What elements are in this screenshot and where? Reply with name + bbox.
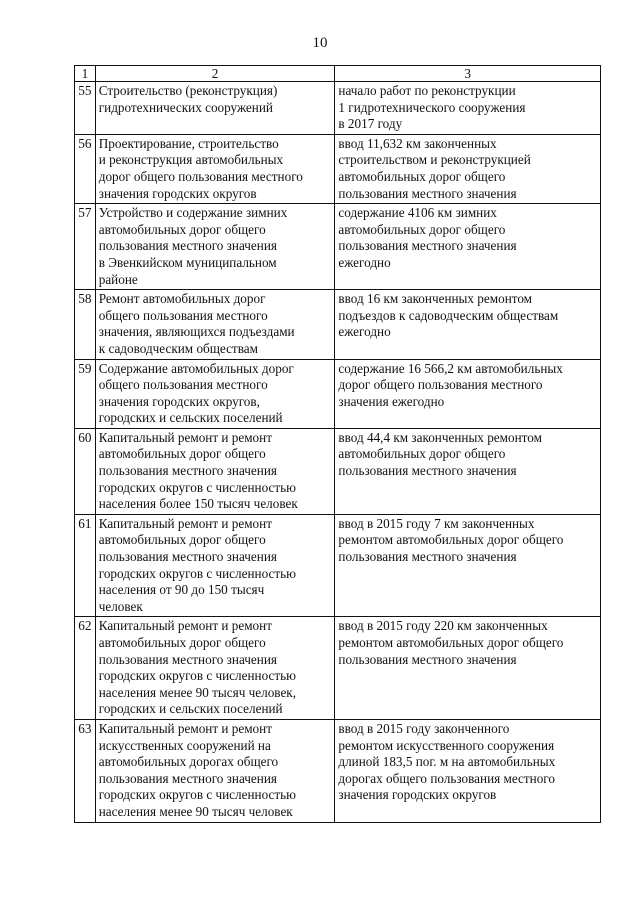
program-table	[74, 65, 601, 823]
activity-cell: Капитальный ремонт и ремонт автомобильных дорог общего пользования местного значения городских округов с численностью населения менее 90 тысяч человек, городских и сельских поселений	[95, 617, 335, 720]
row-number: 63	[75, 719, 96, 822]
result-cell: начало работ по реконструкции 1 гидротехнического сооружения в 2017 году	[335, 82, 601, 135]
activity-cell: Капитальный ремонт и ремонт автомобильных дорог общего пользования местного значения городских округов с численностью населения от 90 до 150 тысяч человек	[95, 514, 335, 617]
table-row	[75, 428, 601, 514]
column-header-activity: 2	[95, 66, 335, 82]
row-number: 57	[75, 204, 96, 290]
result-cell: ввод 44,4 км законченных ремонтом автомобильных дорог общего пользования местного значения	[335, 428, 601, 514]
row-number: 56	[75, 134, 96, 203]
row-number: 61	[75, 514, 96, 617]
result-cell: ввод в 2015 году 220 км законченных ремонтом автомобильных дорог общего пользования местного значения	[335, 617, 601, 720]
row-number: 62	[75, 617, 96, 720]
result-cell: ввод 16 км законченных ремонтом подъездов к садоводческим обществам ежегодно	[335, 290, 601, 359]
page-number: 10	[312, 35, 328, 51]
column-header-number: 1	[75, 66, 96, 82]
table-row	[75, 290, 601, 359]
result-cell: содержание 16 566,2 км автомобильных дорог общего пользования местного значения ежегодно	[335, 359, 601, 428]
column-header-result: 3	[335, 66, 601, 82]
table-row	[75, 204, 601, 290]
activity-cell: Капитальный ремонт и ремонт автомобильных дорог общего пользования местного значения городских округов с численностью населения более 150 тысяч человек	[95, 428, 335, 514]
table-row	[75, 134, 601, 203]
activity-cell: Содержание автомобильных дорог общего пользования местного значения городских округов, городских и сельских поселений	[95, 359, 335, 428]
activity-cell: Устройство и содержание зимних автомобильных дорог общего пользования местного значения в Эвенкийском муниципальном районе	[95, 204, 335, 290]
table-header-row	[75, 66, 601, 82]
row-number: 55	[75, 82, 96, 135]
activity-cell: Ремонт автомобильных дорог общего пользования местного значения, являющихся подъездами к садоводческим обществам	[95, 290, 335, 359]
table-row	[75, 719, 601, 822]
row-number: 58	[75, 290, 96, 359]
row-number: 59	[75, 359, 96, 428]
table-row	[75, 617, 601, 720]
table-row	[75, 82, 601, 135]
table-row	[75, 359, 601, 428]
row-number: 60	[75, 428, 96, 514]
result-cell: ввод 11,632 км законченных строительством и реконструкцией автомобильных дорог общего пользования местного значения	[335, 134, 601, 203]
result-cell: ввод в 2015 году законченного ремонтом искусственного сооружения длиной 183,5 пог. м на автомобильных дорогах общего пользования местного значения городских округов	[335, 719, 601, 822]
result-cell: содержание 4106 км зимних автомобильных дорог общего пользования местного значения ежегодно	[335, 204, 601, 290]
table-row	[75, 514, 601, 617]
result-cell: ввод в 2015 году 7 км законченных ремонтом автомобильных дорог общего пользования местного значения	[335, 514, 601, 617]
activity-cell: Строительство (реконструкция) гидротехнических сооружений	[95, 82, 335, 135]
activity-cell: Проектирование, строительство и реконструкция автомобильных дорог общего пользования местного значения городских округов	[95, 134, 335, 203]
activity-cell: Капитальный ремонт и ремонт искусственных сооружений на автомобильных дорогах общего пользования местного значения городских округов с численностью населения менее 90 тысяч человек	[95, 719, 335, 822]
